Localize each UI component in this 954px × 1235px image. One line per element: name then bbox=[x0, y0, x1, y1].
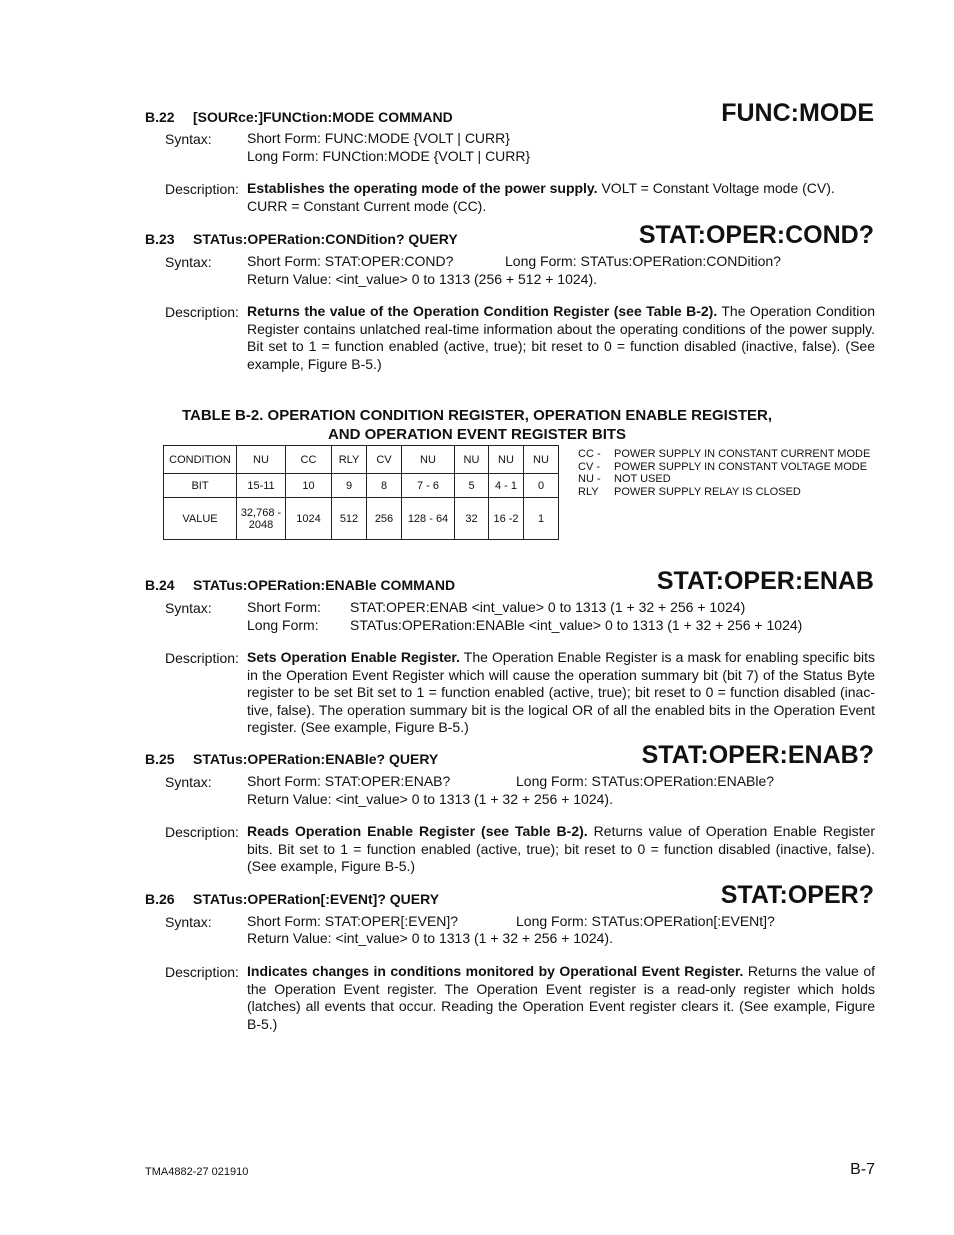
mnemonic-stat-oper-cond: STAT:OPER:COND? bbox=[638, 221, 874, 249]
section-b26-heading bbox=[145, 891, 439, 907]
table-cell: RLY bbox=[332, 446, 367, 474]
long-form: Long Form: STATus:OPERation:CONDition? bbox=[505, 253, 781, 269]
legend-item bbox=[578, 473, 870, 486]
description-rest: Returns the value of the Operation Event register. The Operation Event register is a read-only register which holds (latches) all events that occur. Reading the Operation Event register clears it. (See example, Figure B-5.) bbox=[247, 963, 876, 1032]
table-row bbox=[164, 474, 559, 498]
description-b24 bbox=[247, 649, 875, 737]
table-cell: 7 - 6 bbox=[402, 474, 455, 498]
table-cell: 5 bbox=[455, 474, 489, 498]
description-line2: CURR = Constant Current mode (CC). bbox=[247, 198, 487, 214]
table-cell: NU bbox=[489, 446, 524, 474]
description-bold: Reads Operation Enable Register (see Table B-2). bbox=[247, 823, 588, 839]
long-form-value: STATus:OPERation:ENABle <int_value> 0 to 1313 (1 + 32 + 256 + 1024) bbox=[350, 617, 803, 633]
description-b23 bbox=[247, 303, 875, 373]
short-form: Short Form: STAT:OPER:ENAB? bbox=[247, 773, 451, 789]
table-cell: 32 bbox=[455, 498, 489, 540]
mnemonic-stat-oper-query: STAT:OPER? bbox=[720, 881, 874, 909]
section-number: B.24 bbox=[145, 577, 175, 593]
table-cell: 8 bbox=[367, 474, 402, 498]
table-cell: NU bbox=[237, 446, 286, 474]
table-cell: 10 bbox=[286, 474, 332, 498]
section-title: STATus:OPERation:ENABle? QUERY bbox=[193, 751, 439, 767]
table-cell: 32,768 - 2048 bbox=[237, 498, 286, 540]
table-row bbox=[164, 446, 559, 474]
mnemonic-stat-oper-enab: STAT:OPER:ENAB bbox=[656, 567, 874, 595]
table-cell: NU bbox=[455, 446, 489, 474]
syntax-label: Syntax: bbox=[165, 131, 212, 147]
table-cell: 1 bbox=[524, 498, 559, 540]
table-cell: 4 - 1 bbox=[489, 474, 524, 498]
section-title: STATus:OPERation:ENABle COMMAND bbox=[193, 577, 456, 593]
short-form-label: Short Form: bbox=[247, 599, 321, 615]
table-cell: 15-11 bbox=[237, 474, 286, 498]
table-cell: NU bbox=[402, 446, 455, 474]
description-rest: VOLT = Constant Voltage mode (CV). bbox=[597, 180, 835, 196]
section-title: STATus:OPERation:CONDition? QUERY bbox=[193, 231, 458, 247]
section-title: STATus:OPERation[:EVENt]? QUERY bbox=[193, 891, 440, 907]
short-form-value: STAT:OPER:ENAB <int_value> 0 to 1313 (1 + 32 + 256 + 1024) bbox=[350, 599, 746, 615]
table-cell: 0 bbox=[524, 474, 559, 498]
return-value: Return Value: <int_value> 0 to 1313 (1 + 32 + 256 + 1024). bbox=[247, 791, 613, 807]
description-label: Description: bbox=[165, 304, 239, 320]
section-b25-heading bbox=[145, 751, 438, 767]
table-cell: 16 -2 bbox=[489, 498, 524, 540]
short-form: Short Form: FUNC:MODE {VOLT | CURR} bbox=[247, 130, 510, 146]
syntax-label: Syntax: bbox=[165, 254, 212, 270]
description-bold: Indicates changes in conditions monitored by Operational Event Register. bbox=[247, 963, 744, 979]
legend-item bbox=[578, 461, 870, 474]
table-row bbox=[164, 498, 559, 540]
table-cell: CV bbox=[367, 446, 402, 474]
table-cell: 1024 bbox=[286, 498, 332, 540]
short-form: Short Form: STAT:OPER[:EVEN]? bbox=[247, 913, 459, 929]
description-b26 bbox=[247, 963, 875, 1033]
table-cell: 256 bbox=[367, 498, 402, 540]
short-form: Short Form: STAT:OPER:COND? bbox=[247, 253, 454, 269]
table-legend bbox=[578, 448, 870, 498]
table-cell: 9 bbox=[332, 474, 367, 498]
document-id: TMA4882-27 021910 bbox=[145, 1166, 249, 1178]
legend-text: POWER SUPPLY IN CONSTANT CURRENT MODE bbox=[614, 448, 871, 460]
description-b25 bbox=[247, 823, 875, 876]
description-label: Description: bbox=[165, 181, 239, 197]
section-b22-heading bbox=[145, 109, 453, 125]
syntax-label: Syntax: bbox=[165, 600, 212, 616]
long-form: Long Form: STATus:OPERation[:EVENt]? bbox=[516, 913, 775, 929]
table-caption-line2: AND OPERATION EVENT REGISTER BITS bbox=[327, 426, 627, 443]
section-number: B.23 bbox=[145, 231, 175, 247]
section-b23-heading bbox=[145, 231, 458, 247]
description-rest: The Operation Enable Register is a mask for enabling specific bits in the Operation Event Register which will cause the operation summary bit (bit 7) of the Status Byte register to be set Bit set to 1 = function enabled (active, true); bit reset to 0 = function disabled (inac-tive, false). The operation summary bit is the logical OR of all the enabled bits in the Operation Event register. (See example, Figure B-5.) bbox=[247, 649, 875, 735]
legend-key: NU - bbox=[578, 473, 601, 485]
legend-item bbox=[578, 448, 870, 461]
description-bold: Establishes the operating mode of the power supply. bbox=[247, 180, 598, 196]
legend-key: CV - bbox=[578, 460, 600, 473]
section-number: B.22 bbox=[145, 109, 175, 125]
legend-text: POWER SUPPLY RELAY IS CLOSED bbox=[614, 485, 801, 498]
description-label: Description: bbox=[165, 964, 239, 980]
description-rest: Returns value of Operation Enable Register bits. Bit set to 1 = function enabled (active, true); bit reset to 0 = function disabled (inactive, false). (See example, Figure B-5.) bbox=[247, 823, 875, 874]
mnemonic-func-mode: FUNC:MODE bbox=[721, 99, 874, 127]
table-cell: CONDITION bbox=[164, 446, 237, 474]
legend-item bbox=[578, 486, 870, 499]
long-form: Long Form: STATus:OPERation:ENABle? bbox=[516, 773, 775, 789]
return-value: Return Value: <int_value> 0 to 1313 (1 + 32 + 256 + 1024). bbox=[247, 930, 613, 946]
syntax-label: Syntax: bbox=[165, 914, 212, 930]
page-number: B-7 bbox=[850, 1161, 875, 1178]
table-cell: BIT bbox=[164, 474, 237, 498]
description-rest: The Operation Condition Register contains unlatched real-time information about the operating conditions of the power supply. Bit set to 1 = function enabled (active, true); bit reset to 0 = function disabled (inactive, false). (See example, Figure B-5.) bbox=[247, 303, 875, 372]
long-form-label: Long Form: bbox=[247, 617, 319, 633]
table-cell: NU bbox=[524, 446, 559, 474]
description-label: Description: bbox=[165, 824, 239, 840]
table-cell: CC bbox=[286, 446, 332, 474]
section-title: [SOURce:]FUNCtion:MODE COMMAND bbox=[193, 109, 453, 125]
section-b24-heading bbox=[145, 577, 455, 593]
table-cell: VALUE bbox=[164, 498, 237, 540]
register-bits-table bbox=[163, 445, 559, 540]
legend-key: CC - bbox=[578, 448, 601, 460]
legend-text: NOT USED bbox=[614, 473, 671, 485]
table-caption-line1: TABLE B-2. OPERATION CONDITION REGISTER, OPERATION ENABLE REGISTER, bbox=[181, 407, 773, 424]
long-form: Long Form: FUNCtion:MODE {VOLT | CURR} bbox=[247, 148, 531, 164]
section-number: B.26 bbox=[145, 891, 175, 907]
description-bold: Sets Operation Enable Register. bbox=[247, 649, 460, 665]
mnemonic-stat-oper-enab-query: STAT:OPER:ENAB? bbox=[641, 741, 874, 769]
description-b22 bbox=[247, 180, 835, 198]
description-label: Description: bbox=[165, 650, 239, 666]
legend-text: POWER SUPPLY IN CONSTANT VOLTAGE MODE bbox=[614, 460, 868, 473]
legend-key: RLY bbox=[578, 485, 599, 498]
description-bold: Returns the value of the Operation Condition Register (see Table B-2). bbox=[247, 303, 718, 319]
table-cell: 128 - 64 bbox=[402, 498, 455, 540]
return-value: Return Value: <int_value> 0 to 1313 (256 + 512 + 1024). bbox=[247, 271, 597, 287]
section-number: B.25 bbox=[145, 751, 175, 767]
table-cell: 512 bbox=[332, 498, 367, 540]
syntax-label: Syntax: bbox=[165, 774, 212, 790]
